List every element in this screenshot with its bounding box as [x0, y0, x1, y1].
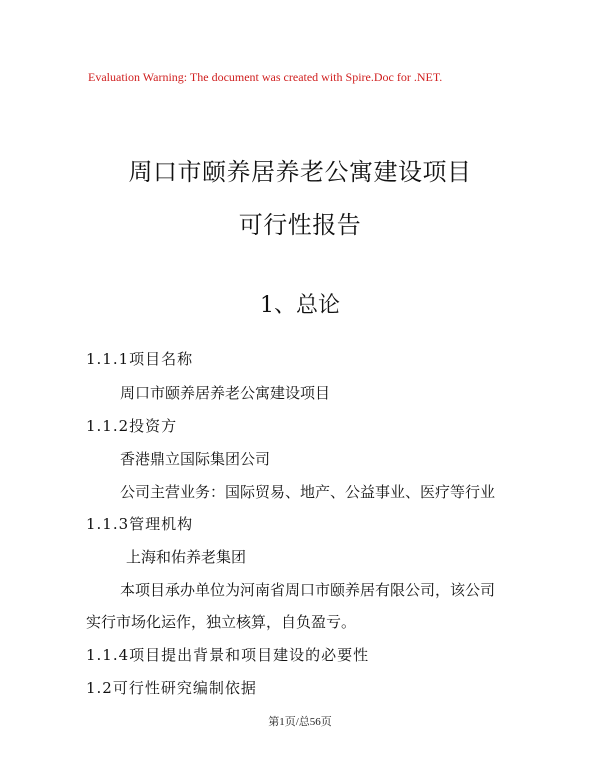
investor-business-text: 公司主营业务：国际贸易、地产、公益事业、医疗等行业: [120, 483, 496, 501]
section-heading-1-1-1: 1.1.1项目名称: [86, 350, 194, 368]
section-heading-1-1-4: 1.1.4项目提出背景和项目建设的必要性: [86, 646, 370, 664]
document-title-line-2: 可行性报告: [238, 211, 362, 239]
section-heading-1-1-2: 1.1.2投资方: [86, 417, 178, 435]
section-heading-1-2: 1.2可行性研究编制依据: [86, 679, 257, 697]
organizer-paragraph-line-2: 实行市场化运作，独立核算，自负盈亏。: [86, 613, 357, 631]
section-heading-1-1-3: 1.1.3管理机构: [86, 515, 194, 533]
evaluation-warning: Evaluation Warning: The document was created with Spire.Doc for .NET.: [88, 70, 443, 84]
page-number-footer: 第1页/总56页: [268, 716, 332, 728]
project-name-text: 周口市颐养居养老公寓建设项目: [120, 384, 331, 402]
organizer-paragraph-line-1: 本项目承办单位为河南省周口市颐养居有限公司，该公司: [120, 581, 496, 599]
chapter-heading: 1、总论: [260, 293, 340, 318]
management-org-text: 上海和佑养老集团: [126, 548, 247, 566]
investor-name-text: 香港鼎立国际集团公司: [120, 450, 271, 468]
document-title-line-1: 周口市颐养居养老公寓建设项目: [128, 158, 472, 186]
